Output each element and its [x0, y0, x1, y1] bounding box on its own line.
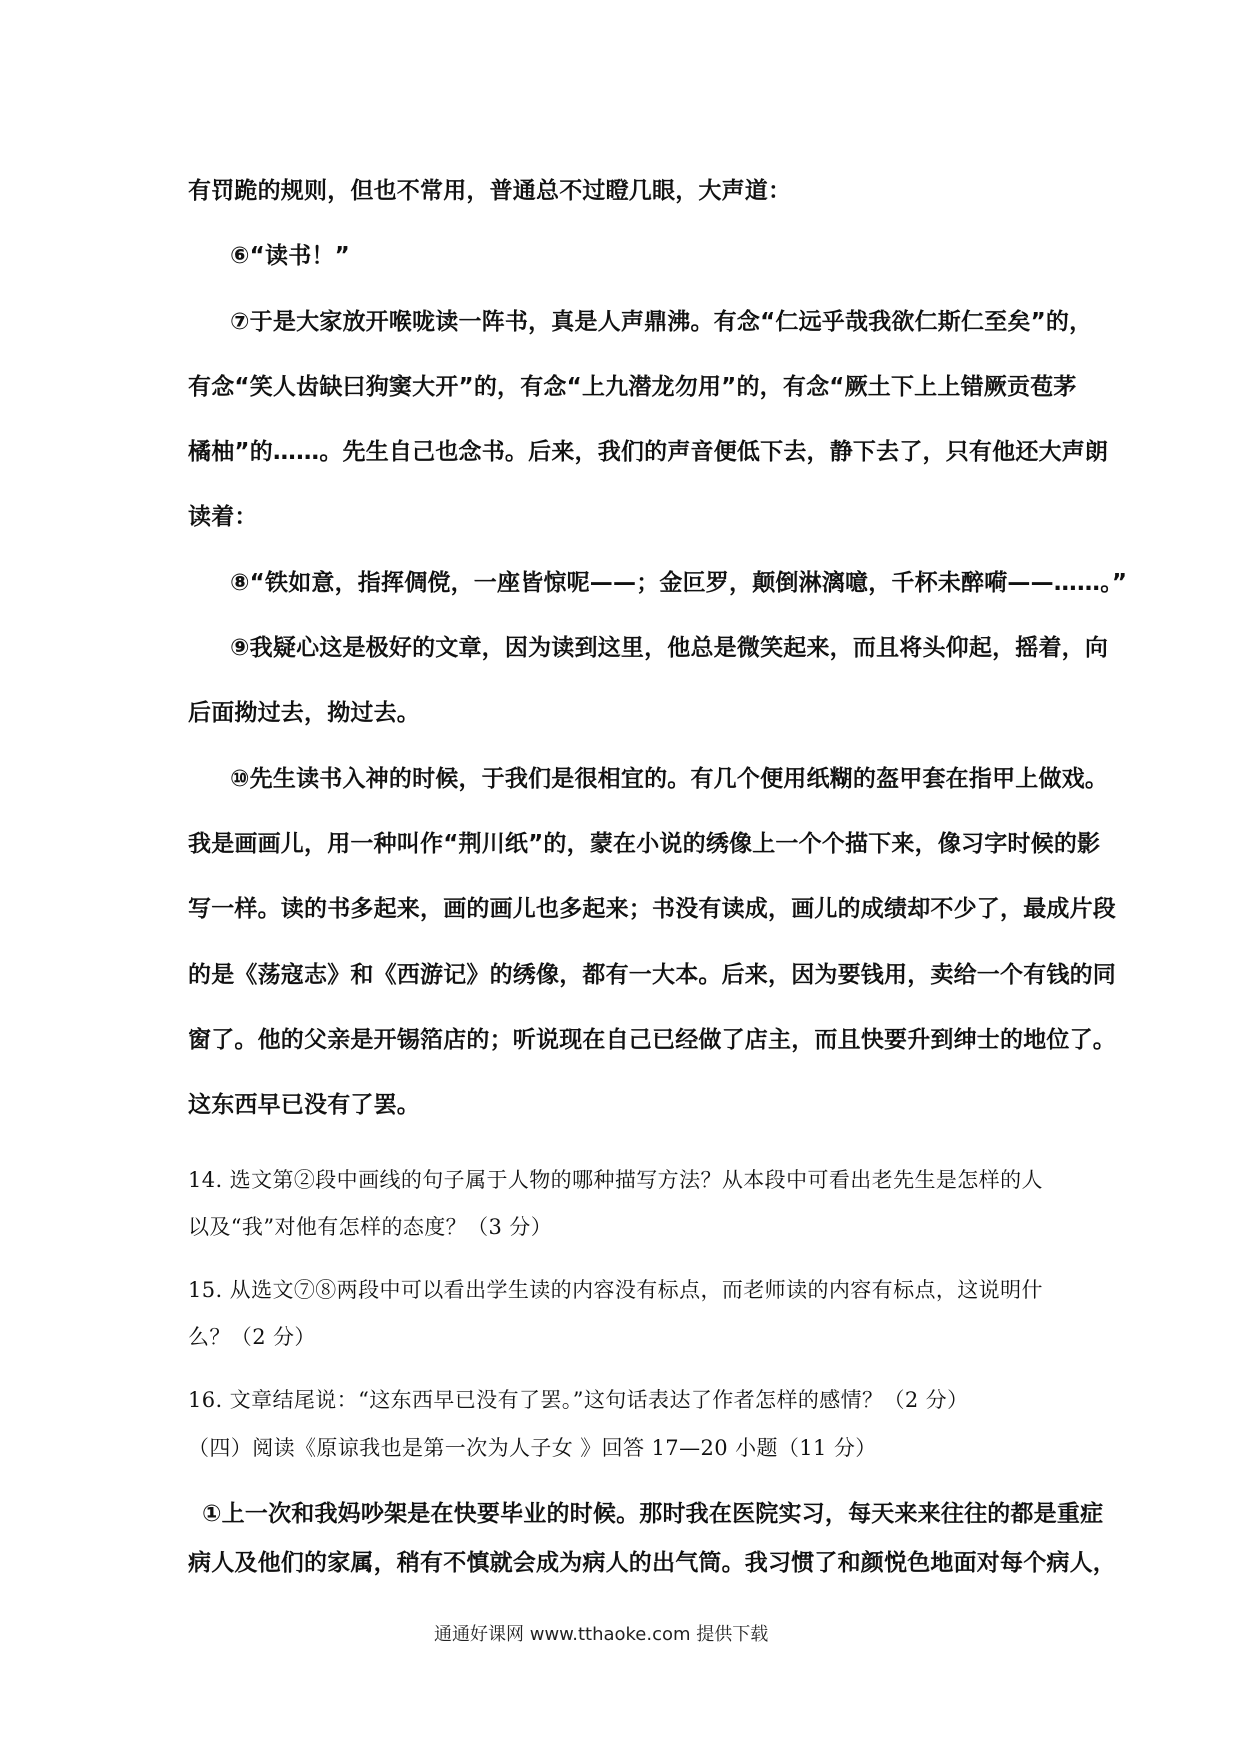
- passage-line: 我是画画儿，用一种叫作“荆川纸”的，蒙在小说的绣像上一个个描下来，像习字时候的影: [188, 831, 1101, 857]
- passage2-line: 病人及他们的家属，稍有不慎就会成为病人的出气筒。我习惯了和颜悦色地面对每个病人，: [188, 1550, 1116, 1576]
- passage2-line: ①上一次和我妈吵架是在快要毕业的时候。那时我在医院实习，每天来来往往的都是重症: [202, 1501, 1104, 1527]
- passage-line: 的是《荡寇志》和《西游记》的绣像，都有一大本。后来，因为要钱用，卖给一个有钱的同: [188, 962, 1116, 988]
- passage-line: ⑨我疑心这是极好的文章，因为读到这里，他总是微笑起来，而且将头仰起，摇着，向: [230, 635, 1109, 661]
- passage-line: ⑥“读书！”: [230, 243, 350, 269]
- passage-line: 读着：: [188, 504, 258, 530]
- question-line: 么？（2 分）: [188, 1325, 316, 1349]
- question-line: 15. 从选文⑦⑧两段中可以看出学生读的内容没有标点，而老师读的内容有标点，这说明什: [188, 1278, 1043, 1302]
- passage-line: 写一样。读的书多起来，画的画儿也多起来；书没有读成，画儿的成绩却不少了，最成片段: [188, 896, 1116, 922]
- passage-line: 有念“笑人齿缺曰狗窦大开”的，有念“上九潜龙勿用”的，有念“厥土下上上错厥贡苞茅: [188, 374, 1077, 400]
- passage-line: ⑦于是大家放开喉咙读一阵书，真是人声鼎沸。有念“仁远乎哉我欲仁斯仁至矣”的，: [230, 309, 1093, 335]
- passage-line: ⑩先生读书入神的时候，于我们是很相宜的。有几个便用纸糊的盔甲套在指甲上做戏。: [230, 766, 1109, 792]
- question-line: 以及“我”对他有怎样的态度？（3 分）: [188, 1215, 553, 1239]
- passage-line: 后面拗过去，拗过去。: [188, 700, 420, 726]
- passage-line: 橘柚”的……。先生自己也念书。后来，我们的声音便低下去，静下去了，只有他还大声朗: [188, 439, 1109, 465]
- passage-line: 窗了。他的父亲是开锡箔店的；听说现在自己已经做了店主，而且快要升到绅士的地位了。: [188, 1027, 1116, 1053]
- passage-line: 这东西早已没有了罢。: [188, 1092, 420, 1118]
- question-line: 16. 文章结尾说：“这东西早已没有了罢。”这句话表达了作者怎样的感情？（2 分）: [188, 1388, 969, 1412]
- passage-line: 有罚跪的规则，但也不常用，普通总不过瞪几眼，大声道：: [188, 178, 792, 204]
- section-heading: （四）阅读《原谅我也是第一次为人子女 》回答 17—20 小题（11 分）: [188, 1436, 877, 1460]
- passage-line: ⑧“铁如意，指挥倜傥，一座皆惊呢——；金叵罗，颠倒淋漓噫，千杯未醉嗬——……。”: [230, 570, 1128, 596]
- question-line: 14. 选文第②段中画线的句子属于人物的哪种描写方法？从本段中可看出老先生是怎样的人: [188, 1168, 1043, 1192]
- page-footer: 通通好课网 www.tthaoke.com 提供下载: [434, 1624, 769, 1645]
